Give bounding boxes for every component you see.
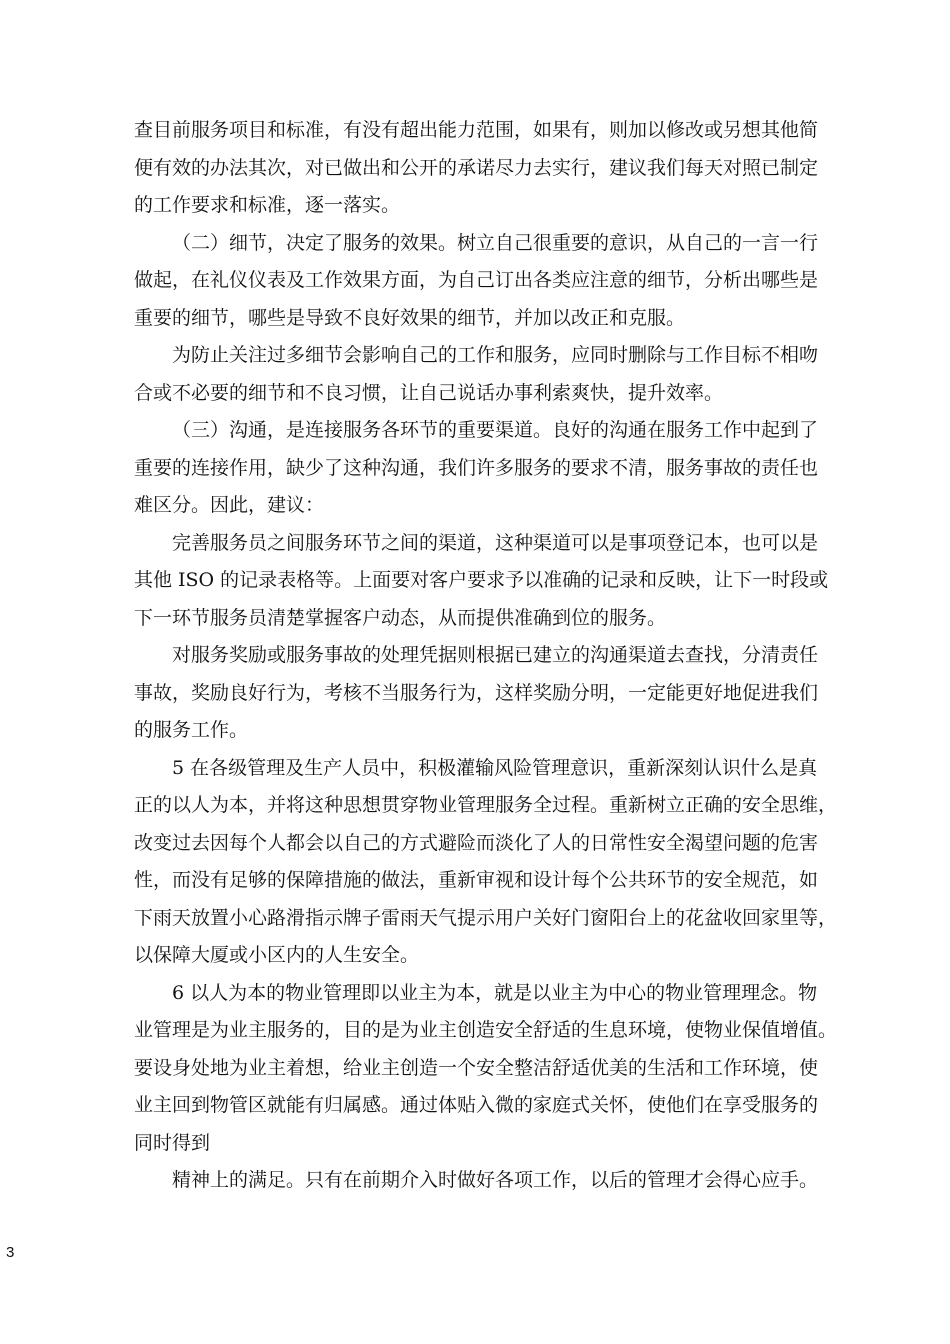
text-line: 便有效的办法其次，对已做出和公开的承诺尽力去实行，建议我们每天对照已制定 — [134, 156, 819, 179]
paragraph — [134, 750, 838, 975]
text-line: （三）沟通，是连接服务各环节的重要渠道。良好的沟通在服务工作中起到了 — [172, 419, 819, 441]
text-line: 事故，奖励良好行为，考核不当服务行为，这样奖励分明，一定能更好地促进我们 — [134, 681, 819, 704]
text-line: 精神上的满足。只有在前期介入时做好各项工作，以后的管理才会得心应手。 — [172, 1169, 819, 1191]
text-line: 的工作要求和标准，逐一落实。 — [134, 194, 401, 216]
paragraph — [134, 112, 834, 225]
text-line: 重要的细节，哪些是导致不良好效果的细节，并加以改正和克服。 — [134, 306, 686, 329]
text-line: 对服务奖励或服务事故的处理凭据则根据已建立的沟通渠道去查找，分清责任 — [172, 644, 819, 666]
page-number: 3 — [6, 1244, 15, 1261]
text-line: 下一环节服务员清楚掌握客户动态，从而提供准确到位的服务。 — [134, 606, 667, 629]
paragraph — [134, 637, 834, 750]
text-line: 查目前服务项目和标准，有没有超出能力范围，如果有，则加以修改或另想其他简 — [134, 119, 819, 141]
text-line: 下雨天放置小心路滑指示牌子雷雨天气提示用户关好门窗阳台上的花盆收回家里等， — [134, 906, 838, 929]
paragraph — [134, 412, 834, 525]
text-line: 改变过去因每个人都会以自己的方式避险而淡化了人的日常性安全渴望问题的危害 — [134, 831, 819, 854]
text-line: 的服务工作。 — [134, 719, 249, 741]
text-line: 业主回到物管区就能有归属感。通过体贴入微的家庭式关怀，使他们在享受服务的 — [134, 1094, 819, 1116]
text-line: 其他 ISO 的记录表格等。上面要对客户要求予以准确的记录和反映，让下一时段或 — [134, 569, 829, 591]
text-line: 做起，在礼仪仪表及工作效果方面，为自己订出各类应注意的细节，分析出哪些是 — [134, 269, 819, 291]
paragraph — [134, 1162, 834, 1200]
document-body — [134, 112, 838, 1200]
text-line: 重要的连接作用，缺少了这种沟通，我们许多服务的要求不清，服务事故的责任也 — [134, 456, 819, 479]
text-line: 业管理是为业主服务的，目的是为业主创造安全舒适的生息环境，使物业保值增值。 — [134, 1019, 838, 1041]
paragraph — [134, 975, 838, 1163]
text-line: 以保障大厦或小区内的人生安全。 — [134, 944, 420, 966]
text-line: （二）细节，决定了服务的效果。树立自己很重要的意识，从自己的一言一行 — [172, 231, 819, 254]
paragraph — [134, 225, 834, 338]
text-line: 为防止关注过多细节会影响自己的工作和服务，应同时删除与工作目标不相吻 — [172, 344, 819, 366]
text-line: 同时得到 — [134, 1131, 211, 1154]
paragraph — [134, 337, 834, 412]
text-line: 要设身处地为业主着想，给业主创造一个安全整洁舒适优美的生活和工作环境，使 — [134, 1056, 819, 1079]
text-line: 完善服务员之间服务环节之间的渠道，这种渠道可以是事项登记本，也可以是 — [172, 531, 819, 554]
text-line: 合或不必要的细节和不良习惯，让自己说话办事利索爽快，提升效率。 — [134, 381, 724, 404]
text-line: 性，而没有足够的保障措施的做法，重新审视和设计每个公共环节的安全规范，如 — [134, 869, 819, 891]
text-line: 难区分。因此，建议： — [134, 494, 325, 516]
text-line: 正的以人为本，并将这种思想贯穿物业管理服务全过程。重新树立正确的安全思维， — [134, 794, 838, 816]
text-line: 5 在各级管理及生产人员中，积极灌输风险管理意识，重新深刻认识什么是真 — [172, 756, 818, 779]
text-line: 6 以人为本的物业管理即以业主为本，就是以业主为中心的物业管理理念。物 — [172, 981, 818, 1004]
paragraph — [134, 525, 834, 638]
